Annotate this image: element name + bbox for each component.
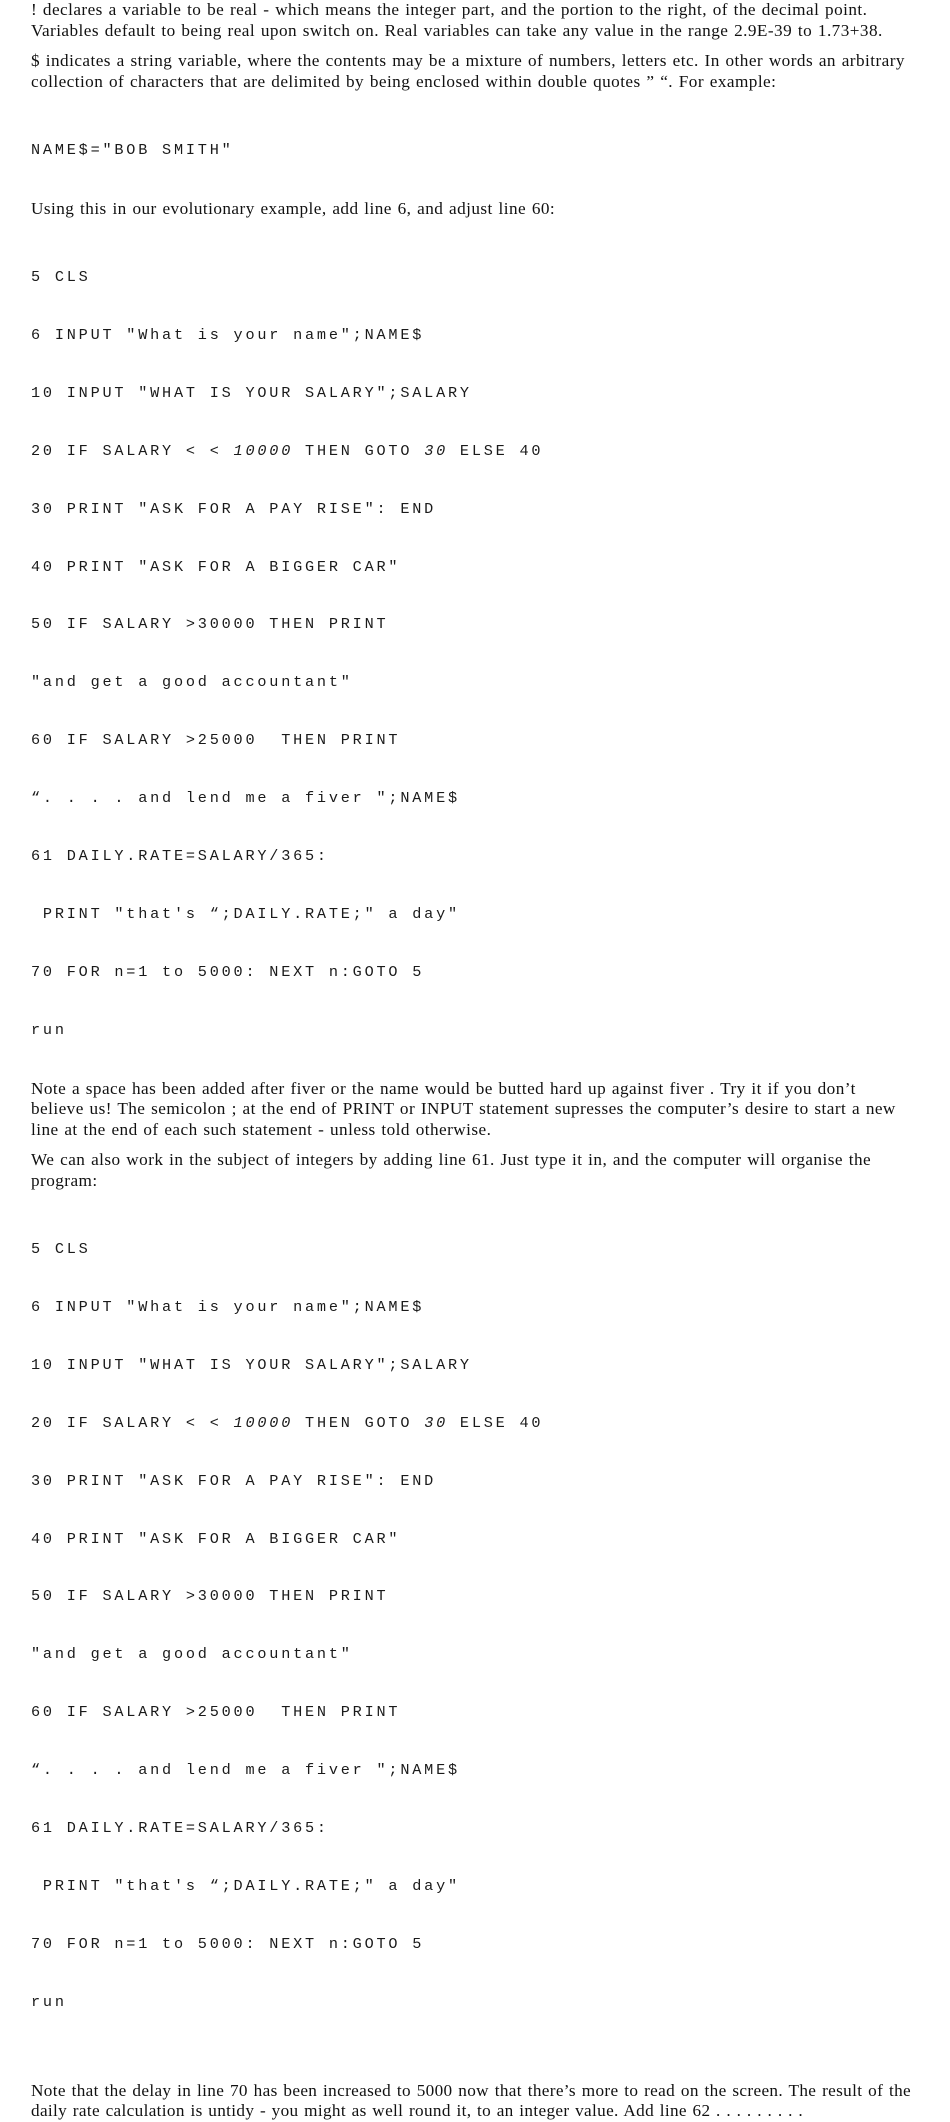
paragraph-string-variables: $ indicates a string variable, where the contents may be a mixture of numbers, letters etc. In other words an arbitrary collection of characters that are delimited by being enclosed within double quotes ” “. For example: bbox=[31, 51, 905, 91]
code-line: 50 IF SALARY >30000 THEN PRINT bbox=[31, 1587, 389, 1606]
code-line: 30 PRINT "ASK FOR A PAY RISE": END bbox=[31, 1471, 437, 1490]
document-page bbox=[31, 0, 911, 2122]
code-fragment: 20 IF SALARY < < bbox=[31, 1413, 234, 1432]
code-line: 50 IF SALARY >30000 THEN PRINT bbox=[31, 615, 389, 634]
paragraph-real-variables: ! declares a variable to be real - which means the integer part, and the portion to the right, of the decimal point. Variables default to being real upon switch on. Real variables can take any value in the range 2.9E-39 to 1.73+38. bbox=[31, 0, 883, 40]
code-fragment: THEN GOTO bbox=[293, 1413, 425, 1432]
code-line: 60 IF SALARY >25000 THEN PRINT bbox=[31, 731, 401, 750]
code-line: NAME$="BOB SMITH" bbox=[31, 140, 234, 159]
code-fragment: THEN GOTO bbox=[293, 441, 425, 460]
code-line: 40 PRINT "ASK FOR A BIGGER CAR" bbox=[31, 557, 401, 576]
code-line: 6 INPUT "What is your name";NAME$ bbox=[31, 1297, 425, 1316]
code-line: 61 DAILY.RATE=SALARY/365: bbox=[31, 846, 329, 865]
code-line: run bbox=[31, 1020, 67, 1039]
code-line: 70 FOR n=1 to 5000: NEXT n:GOTO 5 bbox=[31, 1934, 425, 1953]
code-line: 30 PRINT "ASK FOR A PAY RISE": END bbox=[31, 499, 437, 518]
code-listing-1 bbox=[31, 229, 911, 1078]
paragraph-integers: We can also work in the subject of integers by adding line 61. Just type it in, and the computer will organise the program: bbox=[31, 1150, 872, 1190]
paragraph-delay-note: Note that the delay in line 70 has been increased to 5000 now that there’s more to read on the screen. The result of the daily rate calculation is untidy - you might as well round it, to an integer value. Add line 62 . . . . . . . . . bbox=[31, 2080, 911, 2121]
code-line: "and get a good accountant" bbox=[31, 1645, 353, 1664]
code-example-name bbox=[31, 102, 911, 198]
code-line: 70 FOR n=1 to 5000: NEXT n:GOTO 5 bbox=[31, 962, 425, 981]
code-line: “. . . . and lend me a fiver ";NAME$ bbox=[31, 1761, 460, 1780]
code-fragment: ELSE 40 bbox=[448, 1413, 544, 1432]
code-line: 5 CLS bbox=[31, 268, 91, 287]
code-fragment: 20 IF SALARY < < bbox=[31, 441, 234, 460]
code-listing-2 bbox=[31, 1201, 911, 2050]
code-line: PRINT "that's “;DAILY.RATE;" a day" bbox=[31, 904, 460, 923]
code-line: 10 INPUT "WHAT IS YOUR SALARY";SALARY bbox=[31, 383, 472, 402]
paragraph-space-note: Note a space has been added after fiver or the name would be butted hard up against fiver . Try it if you don’t believe us! The semicolon ; at the end of PRINT or INPUT statement supresses the computer’s desire to start a new line at the end of each such statement - unless told otherwise. bbox=[31, 1078, 896, 1139]
code-line: 40 PRINT "ASK FOR A BIGGER CAR" bbox=[31, 1529, 401, 1548]
code-line: "and get a good accountant" bbox=[31, 673, 353, 692]
code-line: 5 CLS bbox=[31, 1240, 91, 1259]
code-line: run bbox=[31, 1992, 67, 2011]
code-line: 61 DAILY.RATE=SALARY/365: bbox=[31, 1818, 329, 1837]
code-fragment: ELSE 40 bbox=[448, 441, 544, 460]
code-line: 6 INPUT "What is your name";NAME$ bbox=[31, 325, 425, 344]
code-line: “. . . . and lend me a fiver ";NAME$ bbox=[31, 789, 460, 808]
code-line: PRINT "that's “;DAILY.RATE;" a day" bbox=[31, 1876, 460, 1895]
code-fragment-italic: 10000 bbox=[233, 1413, 294, 1432]
code-fragment-italic: 30 bbox=[424, 441, 449, 460]
code-line: 10 INPUT "WHAT IS YOUR SALARY";SALARY bbox=[31, 1355, 472, 1374]
code-fragment-italic: 30 bbox=[424, 1413, 449, 1432]
code-line bbox=[31, 442, 911, 461]
code-fragment-italic: 10000 bbox=[233, 441, 294, 460]
code-line bbox=[31, 1414, 911, 1433]
paragraph-evolutionary-example: Using this in our evolutionary example, add line 6, and adjust line 60: bbox=[31, 198, 556, 218]
code-line: 60 IF SALARY >25000 THEN PRINT bbox=[31, 1703, 401, 1722]
